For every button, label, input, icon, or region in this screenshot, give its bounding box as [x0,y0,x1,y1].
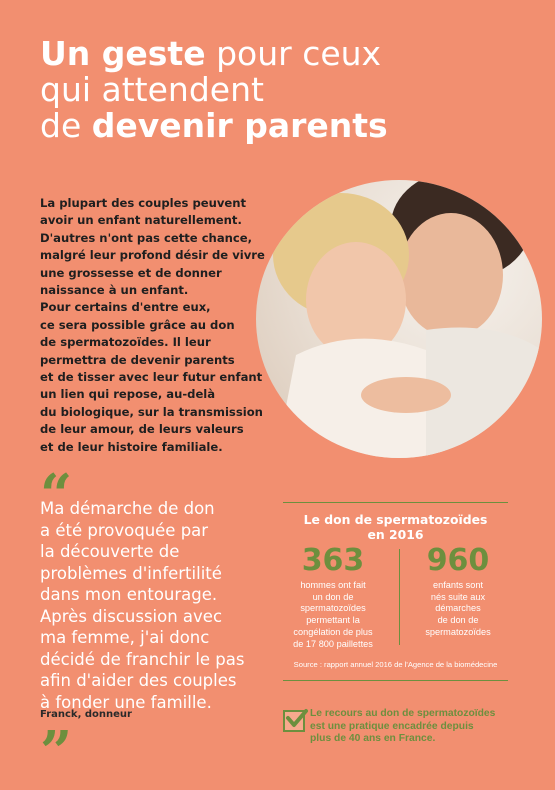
donors-count: 363 [301,543,365,578]
intro-line: de leur amour, de leurs valeurs [40,422,244,437]
note-line: plus de 40 ans en France. [310,733,436,745]
testimonial-quote [40,498,275,713]
intro-line: et de tisser avec leur futur enfant [40,370,263,385]
stat-desc-line: spermatozoïdes [425,626,491,637]
quote-line: a été provoquée par [40,520,209,540]
quote-line: dans mon entourage. [40,585,218,604]
intro-line: D'autres n'ont pas cette chance, [40,230,253,245]
intro-paragraph [40,195,265,456]
stat-desc-line: démarches [435,603,481,614]
quote-line: décidé de franchir le pas [40,649,245,669]
stats-title-line: en 2016 [367,527,424,542]
stat-desc-line: nés suite aux [430,591,486,602]
intro-line: permettra de devenir parents [40,352,235,367]
quote-line: afin d'aider des couples [40,671,237,690]
note-line: Le recours au don de spermatozoïdes [310,708,496,719]
quote-close-icon: ” [40,719,73,785]
quote-line: Ma démarche de don [40,499,215,518]
couple-illustration [256,180,542,458]
regulation-note [310,708,515,746]
intro-line: une grossesse et de donner [40,265,222,280]
donors-description [283,580,383,650]
intro-line: de spermatozoïdes. Il leur [40,335,211,350]
stat-desc-line: un don de [312,591,354,602]
headline-bold-1: Un geste [40,34,206,73]
couple-photo [256,180,542,458]
quote-line: Après discussion avec [40,606,223,626]
stats-source: Source : rapport annuel 2016 de l'Agence de la biomédecine [293,660,498,669]
stats-divider [399,549,400,645]
note-line: est une pratique encadrée depuis [310,720,474,732]
intro-line: avoir un enfant naturellement. [40,213,242,228]
stat-desc-line: de 17 800 paillettes [293,638,373,649]
intro-line: naissance à un enfant. [40,283,189,298]
intro-line: Pour certains d'entre eux, [40,300,211,315]
stat-desc-line: congélation de plus [293,626,373,637]
stats-top-rule [283,502,508,503]
stats-title [283,512,508,542]
quote-line: la découverte de [40,542,180,561]
intro-line: du biologique, sur la transmission [40,404,263,419]
headline [40,36,520,144]
quote-line: à fonder une famille. [40,692,212,712]
stat-desc-line: hommes ont fait [300,580,366,590]
quote-line: ma femme, j'ai donc [40,628,210,647]
intro-line: La plupart des couples peuvent [40,196,247,210]
intro-line: ce sera possible grâce au don [40,317,235,332]
stats-title-line: Le don de spermatozoïdes [303,512,488,527]
checkmark-icon [283,710,305,732]
headline-text-1: pour ceux [205,34,382,73]
intro-line: et de leur histoire familiale. [40,439,223,454]
headline-text-3: de [40,106,92,145]
stats-bottom-rule [283,680,508,681]
headline-text-2: qui attendent [40,70,264,109]
quote-open-icon: “ [40,462,73,528]
stat-desc-line: spermatozoïdes [300,603,366,614]
stat-desc-line: de don de [437,615,479,626]
headline-bold-3: devenir parents [91,106,388,145]
quote-author: Franck, donneur [40,709,132,720]
children-description [408,580,508,639]
quote-line: problèmes d'infertilité [40,563,222,583]
intro-line: malgré leur profond désir de vivre [40,248,265,263]
stat-desc-line: permettant la [306,615,360,626]
intro-line: un lien qui repose, au-delà [40,387,216,402]
children-count: 960 [426,543,490,578]
stat-desc-line: enfants sont [432,580,484,590]
